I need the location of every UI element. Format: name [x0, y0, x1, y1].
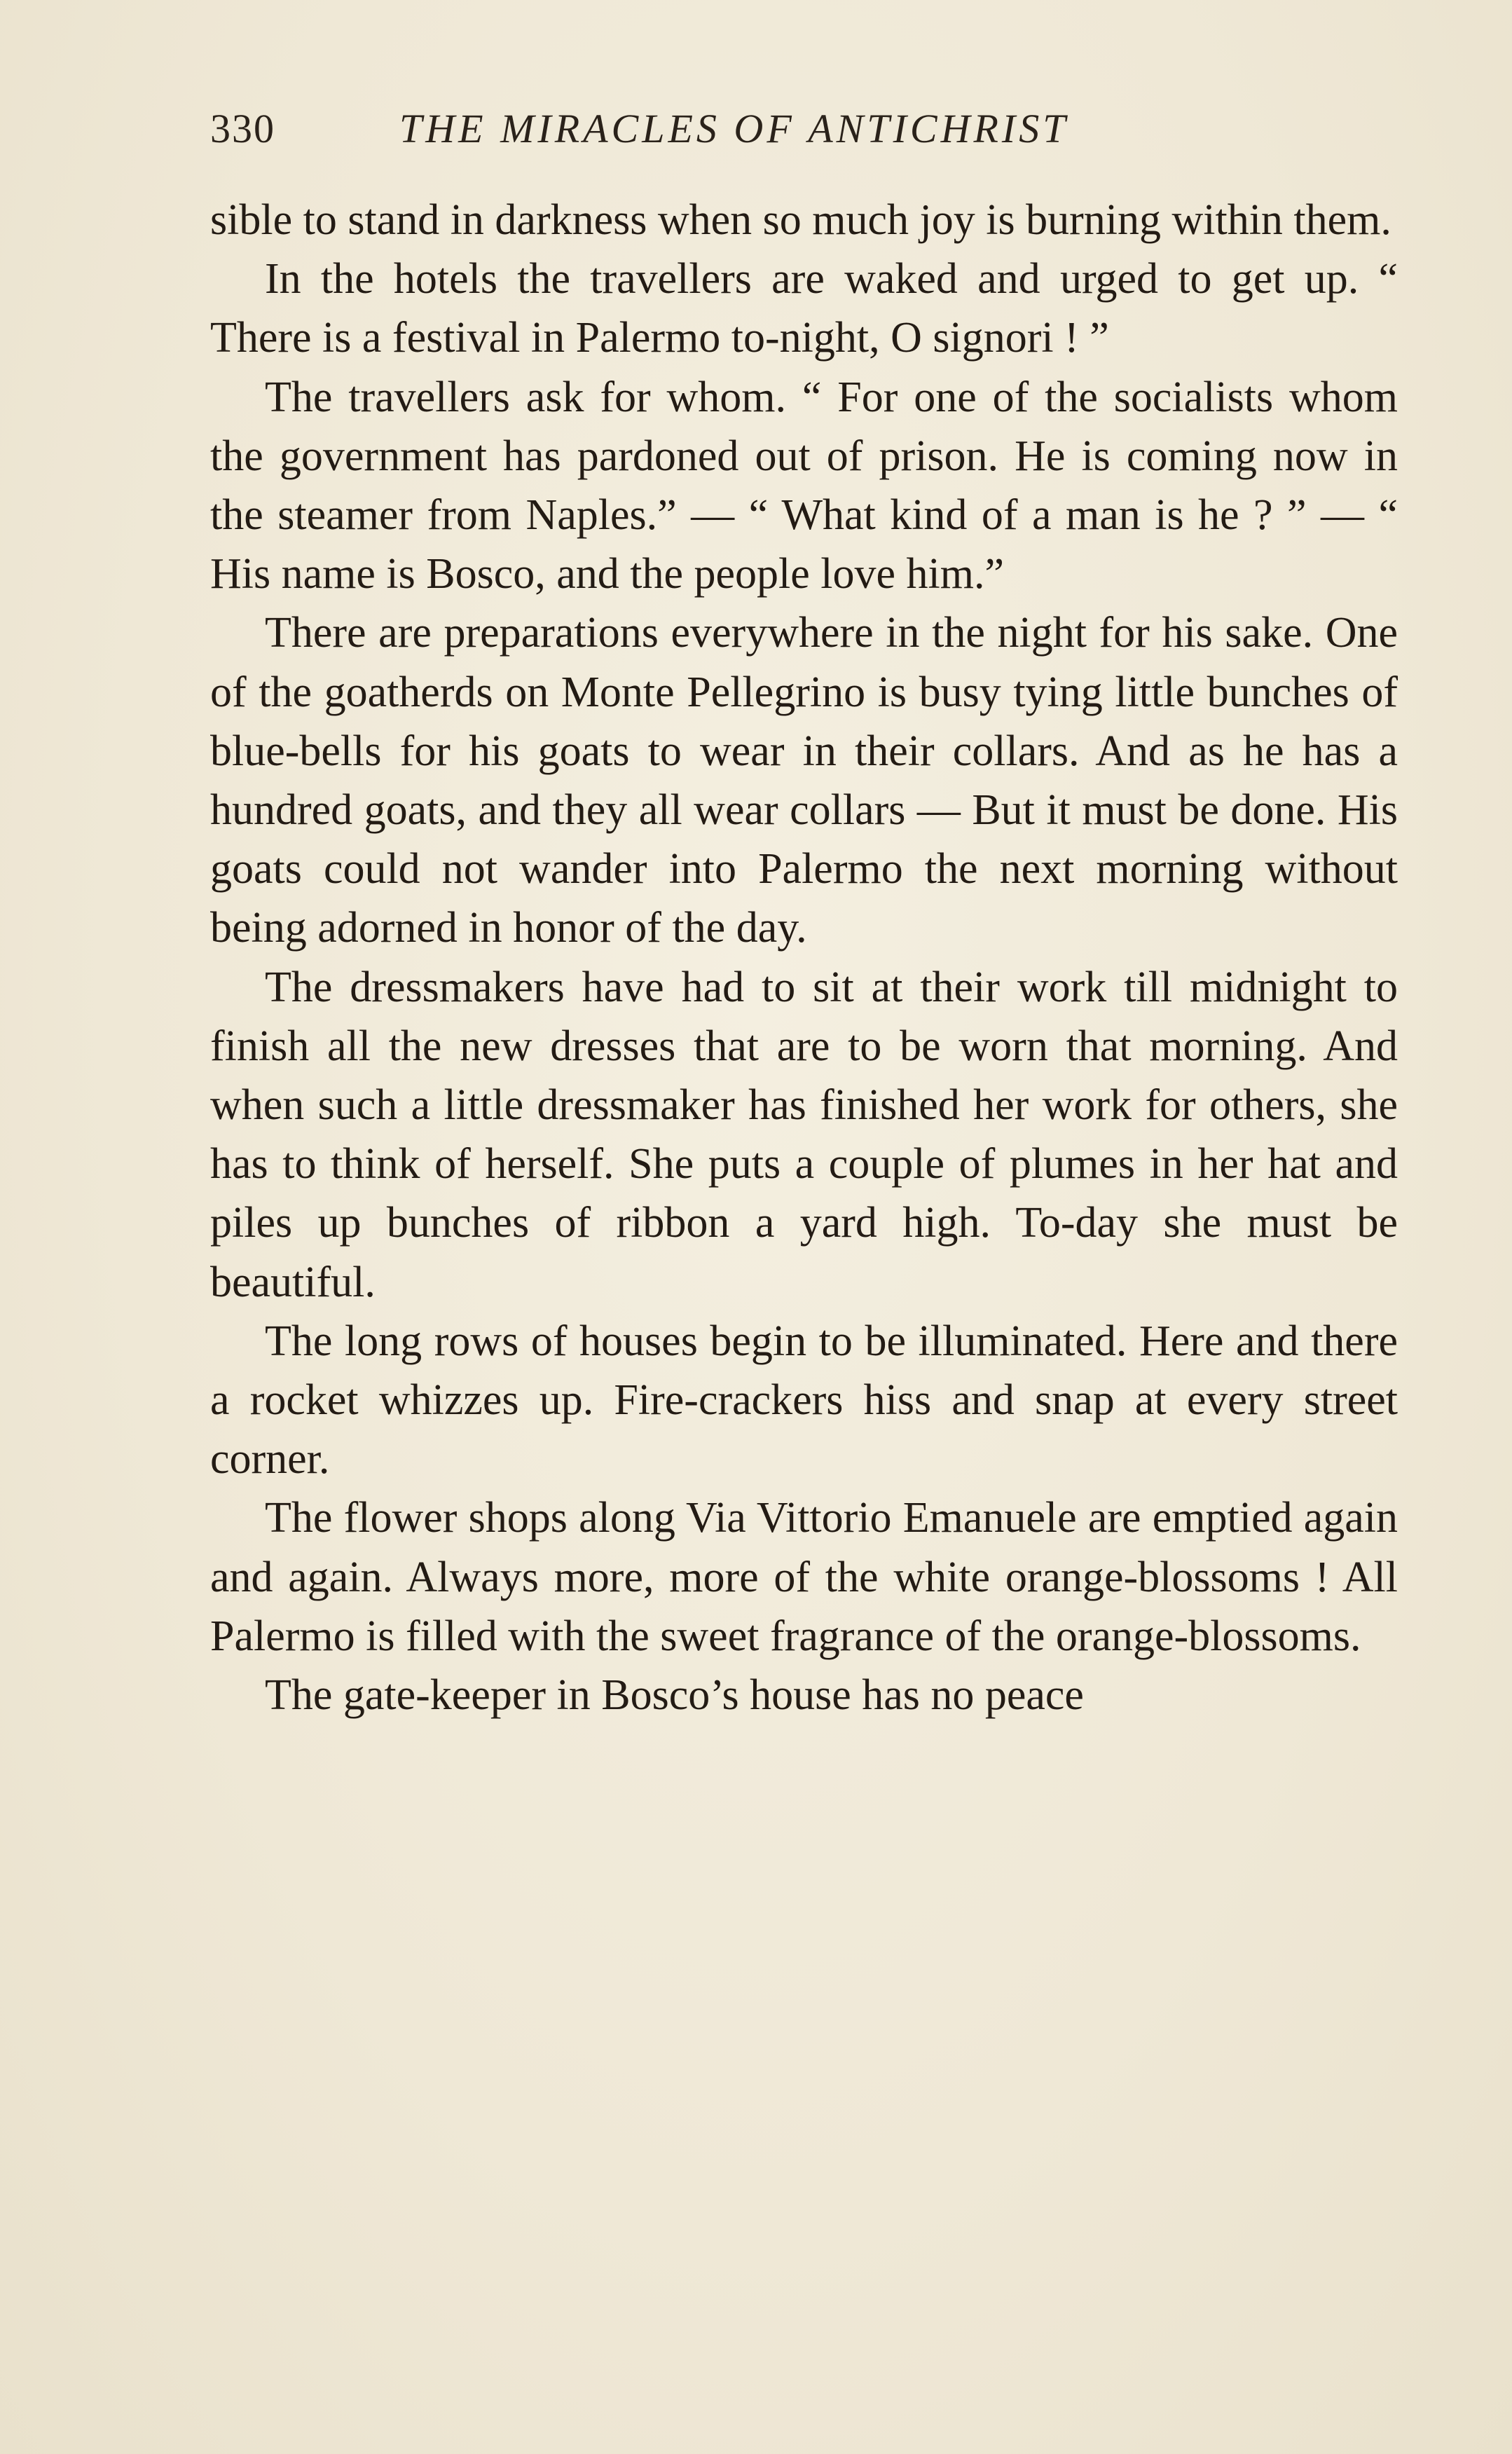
paragraph-flower-shops: The flower shops along Via Vittorio Emanuele are emptied again and again. Always more, more of the white orange-blossoms ! All Palermo is filled with the sweet fragrance of the orange-blossoms. [210, 1494, 1398, 1660]
paragraph-continued: sible to stand in darkness when so much joy is burning within them. [210, 196, 1391, 244]
paragraph-preparations: There are preparations everywhere in the night for his sake. One of the goatherds on Monte Pellegrino is busy tying little bunches of blue-bells for his goats to wear in their collars. And as he has a hundred goats, and they all wear collars — But it must be done. His goats could not wander into Palermo the next morning without being adorned in honor of the day. [210, 609, 1398, 952]
running-title: THE MIRACLES OF ANTICHRIST [399, 106, 1069, 151]
paragraph-dressmakers: The dressmakers have had to sit at their work till midnight to finish all the new dresses that are to be worn that morning. And when such a little dressmaker has finished her work for others, she has to think of herself. She puts a couple of plumes in her hat and piles up bunches of ribbon a yard high. To-day she must be beautiful. [210, 963, 1398, 1306]
page-number: 330 [210, 106, 275, 151]
body-text [210, 191, 1398, 1725]
paragraph-illumination: The long rows of houses begin to be illuminated. Here and there a rocket whizzes up. Fire-crackers hiss and snap at every street corner. [210, 1317, 1398, 1483]
paragraph-hotels: In the hotels the travellers are waked and urged to get up. “ There is a festival in Palermo to-night, O signori ! ” [210, 255, 1398, 362]
page-header [210, 105, 1401, 161]
paragraph-gate-keeper: The gate-keeper in Bosco’s house has no peace [265, 1671, 1084, 1720]
paragraph-travellers: The travellers ask for whom. “ For one of the socialists whom the government has pardoned out of prison. He is coming now in the steamer from Naples.” — “ What kind of a man is he ? ” — “ His name is Bosco, and the people love him.” [210, 373, 1398, 598]
